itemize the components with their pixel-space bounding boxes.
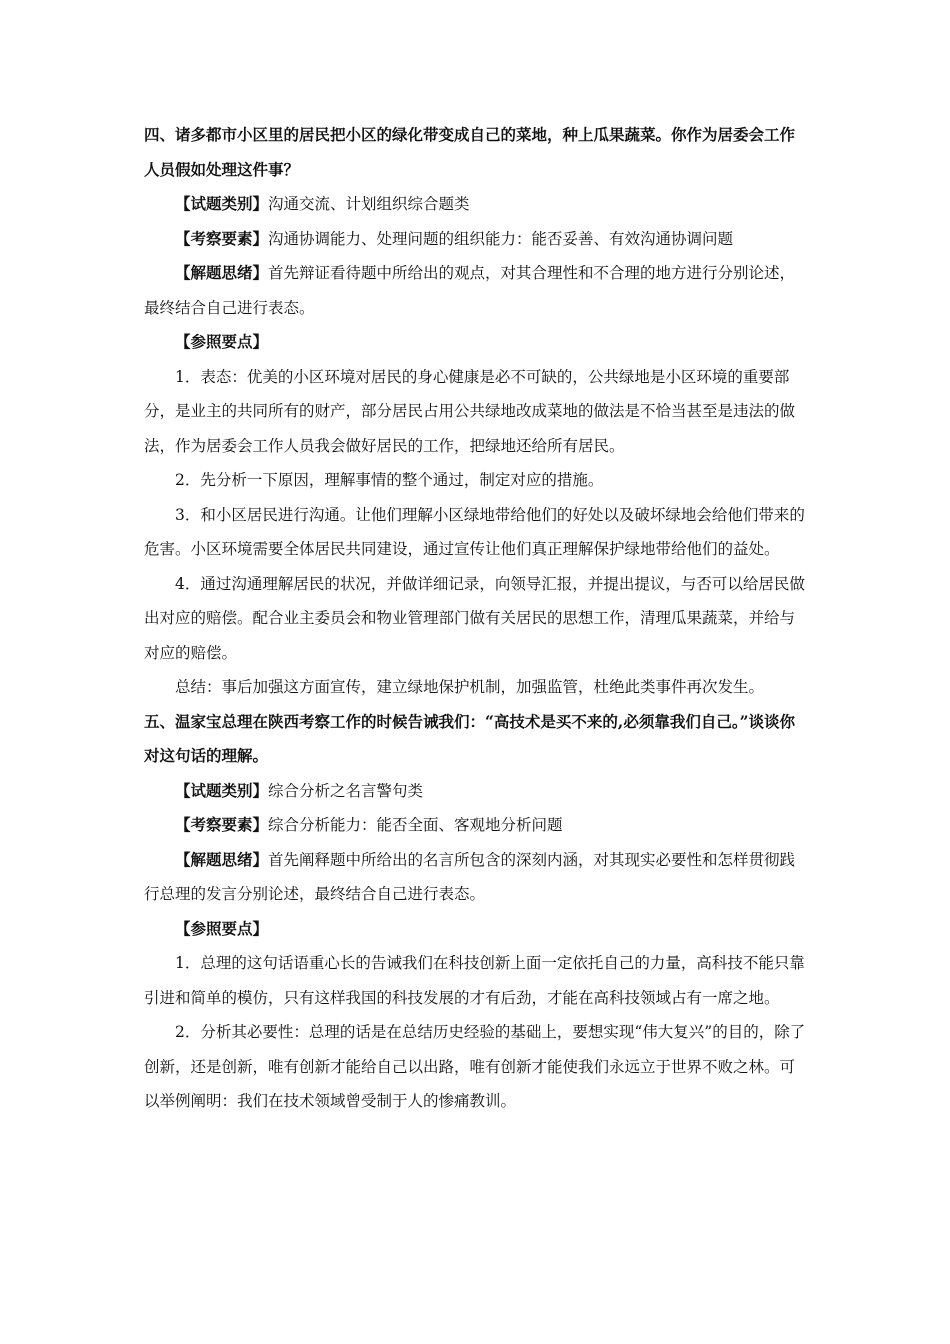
document-page (144, 118, 808, 1119)
q4-summary: 总结：事后加强这方面宣传，建立绿地保护机制，加强监管，杜绝此类事件再次发生。 (175, 678, 765, 696)
question-4-title: 四、诸多都市小区里的居民把小区的绿化带变成自己的菜地，种上瓜果蔬菜。你作为居委会工作人员假如处理这件事？ (144, 125, 796, 179)
q5-elements-label: 【考察要素】 (175, 815, 269, 834)
q4-category (144, 187, 808, 222)
q4-elements-label: 【考察要素】 (175, 228, 269, 248)
q5-approach-text: 首先阐释题中所给出的名言所包含的深刻内涵，对其现实必要性和怎样贯彻践行总理的发言分别论述，最终结合自己进行表态。 (144, 850, 796, 903)
q4-category-text: 沟通交流、计划组织综合题类 (268, 195, 470, 213)
q4-point-2: 2．先分析一下原因，理解事情的整个通过，制定对应的措施。 (175, 471, 604, 489)
q4-approach-text: 首先辩证看待题中所给出的观点，对其合理性和不合理的地方进行分别论述，最终结合自己进行表态。 (144, 264, 796, 317)
question-5-title: 五、温家宝总理在陕西考察工作的时候告诫我们：“高技术是买不来的,必须靠我们自己。”谈谈你对这句话的理解。 (144, 711, 795, 765)
q5-category-text: 综合分析之名言警句类 (268, 781, 424, 800)
q5-approach-label: 【解题思绪】 (175, 849, 269, 869)
q4-elements-text: 沟通协调能力、处理问题的组织能力：能否妥善、有效沟通协调问题 (268, 229, 734, 248)
q5-elements-text: 综合分析能力：能否全面、客观地分析问题 (268, 816, 563, 834)
q5-point-2: 2．分析其必要性：总理的话是在总结历史经验的基础上，要想实现“伟大复兴”的目的，除了创新，还是创新，唯有创新才能给自己以出路，唯有创新才能使我们永远立于世界不败之林。可以举例阐明：我们在技术领域曾受制于人的惨痛教训。 (144, 1023, 806, 1110)
q5-category (144, 774, 808, 809)
q5-elements (144, 808, 808, 843)
q5-point-1: 1．总理的这句话语重心长的告诫我们在科技创新上面一定依托自己的力量，高科技不能只靠引进和简单的模仿，只有这样我国的科技发展的才有后劲，才能在高科技领域占有一席之地。 (144, 954, 805, 1007)
q4-category-label: 【试题类别】 (175, 194, 269, 213)
q5-points-label: 【参照要点】 (175, 918, 269, 938)
q4-points-label: 【参照要点】 (175, 332, 269, 351)
q5-approach (144, 843, 808, 912)
q4-point-1: 1．表态：优美的小区环境对居民的身心健康是必不可缺的，公共绿地是小区环境的重要部分，是业主的共同所有的财产，部分居民占用公共绿地改成菜地的做法是不恰当甚至是违法的做法，作为居委会工作人员我会做好居民的工作，把绿地还给所有居民。 (144, 367, 796, 455)
q4-approach-label: 【解题思绪】 (175, 263, 269, 282)
q4-elements (144, 222, 808, 257)
q4-point-4: 4．通过沟通理解居民的状况，并做详细记录，向领导汇报，并提出提议，与否可以给居民做出对应的赔偿。配合业主委员会和物业管理部门做有关居民的思想工作，清理瓜果蔬菜，并给与对应的赔偿。 (144, 574, 805, 662)
q4-point-3: 3．和小区居民进行沟通。让他们理解小区绿地带给他们的好处以及破坏绿地会给他们带来的危害。小区环境需要全体居民共同建设，通过宣传让他们真正理解保护绿地带给他们的益处。 (144, 505, 805, 558)
q5-category-label: 【试题类别】 (175, 780, 269, 800)
q4-approach (144, 256, 808, 325)
